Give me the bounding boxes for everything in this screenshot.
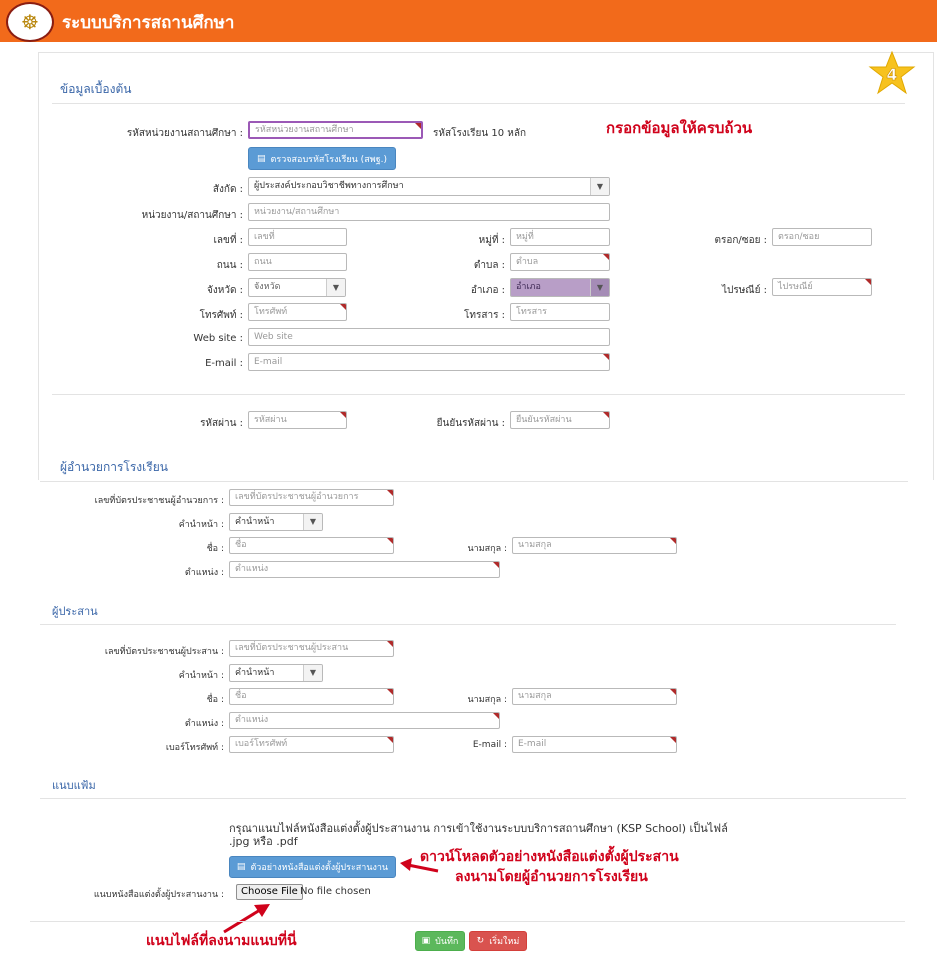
school-code-hint: รหัสโรงเรียน 10 หลัก — [433, 128, 527, 139]
province-select[interactable] — [248, 278, 346, 297]
postcode-input[interactable]: ไปรษณีย์ — [772, 278, 872, 296]
email-label: E-mail : — [205, 358, 243, 369]
director-prefix-label: คำนำหน้า : — [178, 520, 224, 530]
org-label: หน่วยงาน/สถานศึกษา : — [141, 210, 243, 221]
check-school-code-label: ตรวจสอบรหัสโรงเรียน (สพฐ.) — [270, 154, 387, 165]
website-label: Web site : — [193, 333, 243, 344]
coordinator-mobile-input[interactable]: เบอร์โทรศัพท์ — [229, 736, 394, 753]
org-input[interactable]: หน่วยงาน/สถานศึกษา — [248, 203, 610, 221]
attachment-instruction: กรุณาแนบไฟล์หนังสือแต่งตั้งผู้ประสานงาน การเข้าใช้งานระบบบริการสถานศึกษา (KSP School) เป็นไฟล์ .jpg หรือ .pdf — [229, 822, 728, 848]
coordinator-name-label: ชื่อ : — [206, 695, 224, 705]
coordinator-id-label: เลขที่บัตรประชาชนผู้ประสาน : — [104, 647, 224, 657]
chevron-down-icon: ▼ — [326, 279, 345, 296]
section-divider — [40, 798, 906, 799]
coordinator-surname-label: นามสกุล : — [467, 695, 507, 705]
choose-file-button[interactable]: Choose File — [236, 884, 303, 900]
confirm-password-label: ยืนยันรหัสผ่าน : — [436, 418, 505, 429]
chevron-down-icon: ▼ — [303, 514, 322, 530]
director-name-input[interactable]: ชื่อ — [229, 537, 394, 554]
tambon-label: ตำบล : — [473, 260, 505, 271]
section-title-director: ผู้อำนวยการโรงเรียน — [60, 460, 168, 474]
id-card-icon: ▤ — [236, 862, 246, 872]
coordinator-email-input[interactable]: E-mail — [512, 736, 677, 753]
section-divider — [52, 394, 905, 395]
confirm-password-input[interactable]: ยืนยันรหัสผ่าน — [510, 411, 610, 429]
id-card-icon: ▤ — [257, 153, 266, 164]
affiliation-label: สังกัด : — [212, 184, 243, 195]
postcode-label: ไปรษณีย์ : — [721, 285, 767, 296]
amphoe-label: อำเภอ : — [470, 285, 505, 296]
fill-complete-note: กรอกข้อมูลให้ครบถ้วน — [606, 119, 753, 137]
coordinator-prefix-label: คำนำหน้า : — [178, 671, 224, 681]
soi-input[interactable]: ตรอก/ซอย — [772, 228, 872, 246]
phone-input[interactable]: โทรศัพท์ — [248, 303, 347, 321]
amphoe-select[interactable] — [510, 278, 610, 297]
school-code-label: รหัสหน่วยงานสถานศึกษา : — [126, 128, 243, 139]
coordinator-surname-input[interactable]: นามสกุล — [512, 688, 677, 705]
coordinator-prefix-value: คำนำหน้า — [235, 668, 275, 678]
save-button[interactable] — [415, 931, 465, 951]
check-school-code-button[interactable] — [248, 147, 396, 170]
coordinator-email-label: E-mail : — [472, 740, 507, 750]
app-title: ระบบบริการสถานศึกษา — [62, 13, 235, 33]
chevron-down-icon: ▼ — [590, 178, 609, 195]
section-title-basic: ข้อมูลเบื้องต้น — [60, 82, 132, 96]
chevron-down-icon: ▼ — [590, 279, 609, 296]
ksp-logo-icon: ☸ — [6, 2, 54, 42]
save-icon: ▣ — [421, 936, 431, 946]
road-input[interactable]: ถนน — [248, 253, 347, 271]
director-name-label: ชื่อ : — [206, 544, 224, 554]
director-surname-input[interactable]: นามสกุล — [512, 537, 677, 554]
amphoe-value: อำเภอ — [516, 282, 541, 292]
step-number: 4 — [886, 65, 898, 84]
director-prefix-value: คำนำหน้า — [235, 517, 275, 527]
download-note-line2: ลงนามโดยผู้อำนวยการโรงเรียน — [455, 869, 648, 885]
director-prefix-select[interactable] — [229, 513, 323, 531]
director-id-label: เลขที่บัตรประชาชนผู้อำนวยการ : — [94, 496, 224, 506]
affiliation-select[interactable] — [248, 177, 610, 196]
fax-input[interactable]: โทรสาร — [510, 303, 610, 321]
password-label: รหัสผ่าน : — [200, 418, 243, 429]
affiliation-value: ผู้ประสงค์ประกอบวิชาชีพทางการศึกษา — [254, 181, 404, 191]
director-position-input[interactable]: ตำแหน่ง — [229, 561, 500, 578]
download-note-line1: ดาวน์โหลดตัวอย่างหนังสือแต่งตั้งผู้ประสาน — [420, 849, 679, 865]
moo-label: หมู่ที่ : — [478, 235, 505, 246]
panel-right-border — [933, 52, 934, 480]
panel-left-border — [38, 52, 39, 480]
panel-top-border — [38, 52, 934, 53]
soi-label: ตรอก/ซอย : — [714, 235, 767, 246]
director-id-input[interactable]: เลขที่บัตรประชาชนผู้อำนวยการ — [229, 489, 394, 506]
reset-label: เริ่มใหม่ — [489, 937, 520, 947]
coordinator-position-label: ตำแหน่ง : — [184, 719, 224, 729]
moo-input[interactable]: หมู่ที่ — [510, 228, 610, 246]
attachment-file-label: แนบหนังสือแต่งตั้งผู้ประสานงาน : — [93, 890, 224, 900]
house-no-input[interactable]: เลขที่ — [248, 228, 347, 246]
section-divider — [52, 103, 905, 104]
section-divider — [40, 481, 908, 482]
phone-label: โทรศัพท์ : — [199, 310, 243, 321]
section-title-attachment: แนบแฟ้ม — [52, 779, 96, 792]
section-title-coordinator: ผู้ประสาน — [52, 605, 98, 618]
refresh-icon: ↻ — [476, 936, 485, 946]
section-divider — [30, 921, 905, 922]
reset-button[interactable] — [469, 931, 527, 951]
fax-label: โทรสาร : — [464, 310, 505, 321]
coordinator-name-input[interactable]: ชื่อ — [229, 688, 394, 705]
coordinator-prefix-select[interactable] — [229, 664, 323, 682]
step-4-star-icon — [868, 51, 916, 95]
coordinator-mobile-label: เบอร์โทรศัพท์ : — [165, 743, 224, 753]
tambon-input[interactable]: ตำบล — [510, 253, 610, 271]
attach-here-note: แนบไฟล์ที่ลงนามแนบที่นี่ — [146, 933, 297, 949]
top-header-bar — [0, 0, 937, 42]
website-input[interactable]: Web site — [248, 328, 610, 346]
school-code-input[interactable]: รหัสหน่วยงานสถานศึกษา — [248, 121, 423, 139]
save-label: บันทึก — [435, 937, 459, 947]
sample-letter-button[interactable] — [229, 856, 396, 878]
coordinator-position-input[interactable]: ตำแหน่ง — [229, 712, 500, 729]
director-surname-label: นามสกุล : — [467, 544, 507, 554]
chevron-down-icon: ▼ — [303, 665, 322, 681]
coordinator-id-input[interactable]: เลขที่บัตรประชาชนผู้ประสาน — [229, 640, 394, 657]
password-input[interactable]: รหัสผ่าน — [248, 411, 347, 429]
house-no-label: เลขที่ : — [213, 235, 243, 246]
sample-letter-label: ตัวอย่างหนังสือแต่งตั้งผู้ประสานงาน — [250, 863, 389, 873]
email-input[interactable]: E-mail — [248, 353, 610, 371]
province-label: จังหวัด : — [207, 285, 243, 296]
no-file-chosen-text: No file chosen — [300, 886, 371, 897]
province-value: จังหวัด — [254, 282, 281, 292]
director-position-label: ตำแหน่ง : — [184, 568, 224, 578]
section-divider — [40, 624, 896, 625]
road-label: ถนน : — [216, 260, 243, 271]
